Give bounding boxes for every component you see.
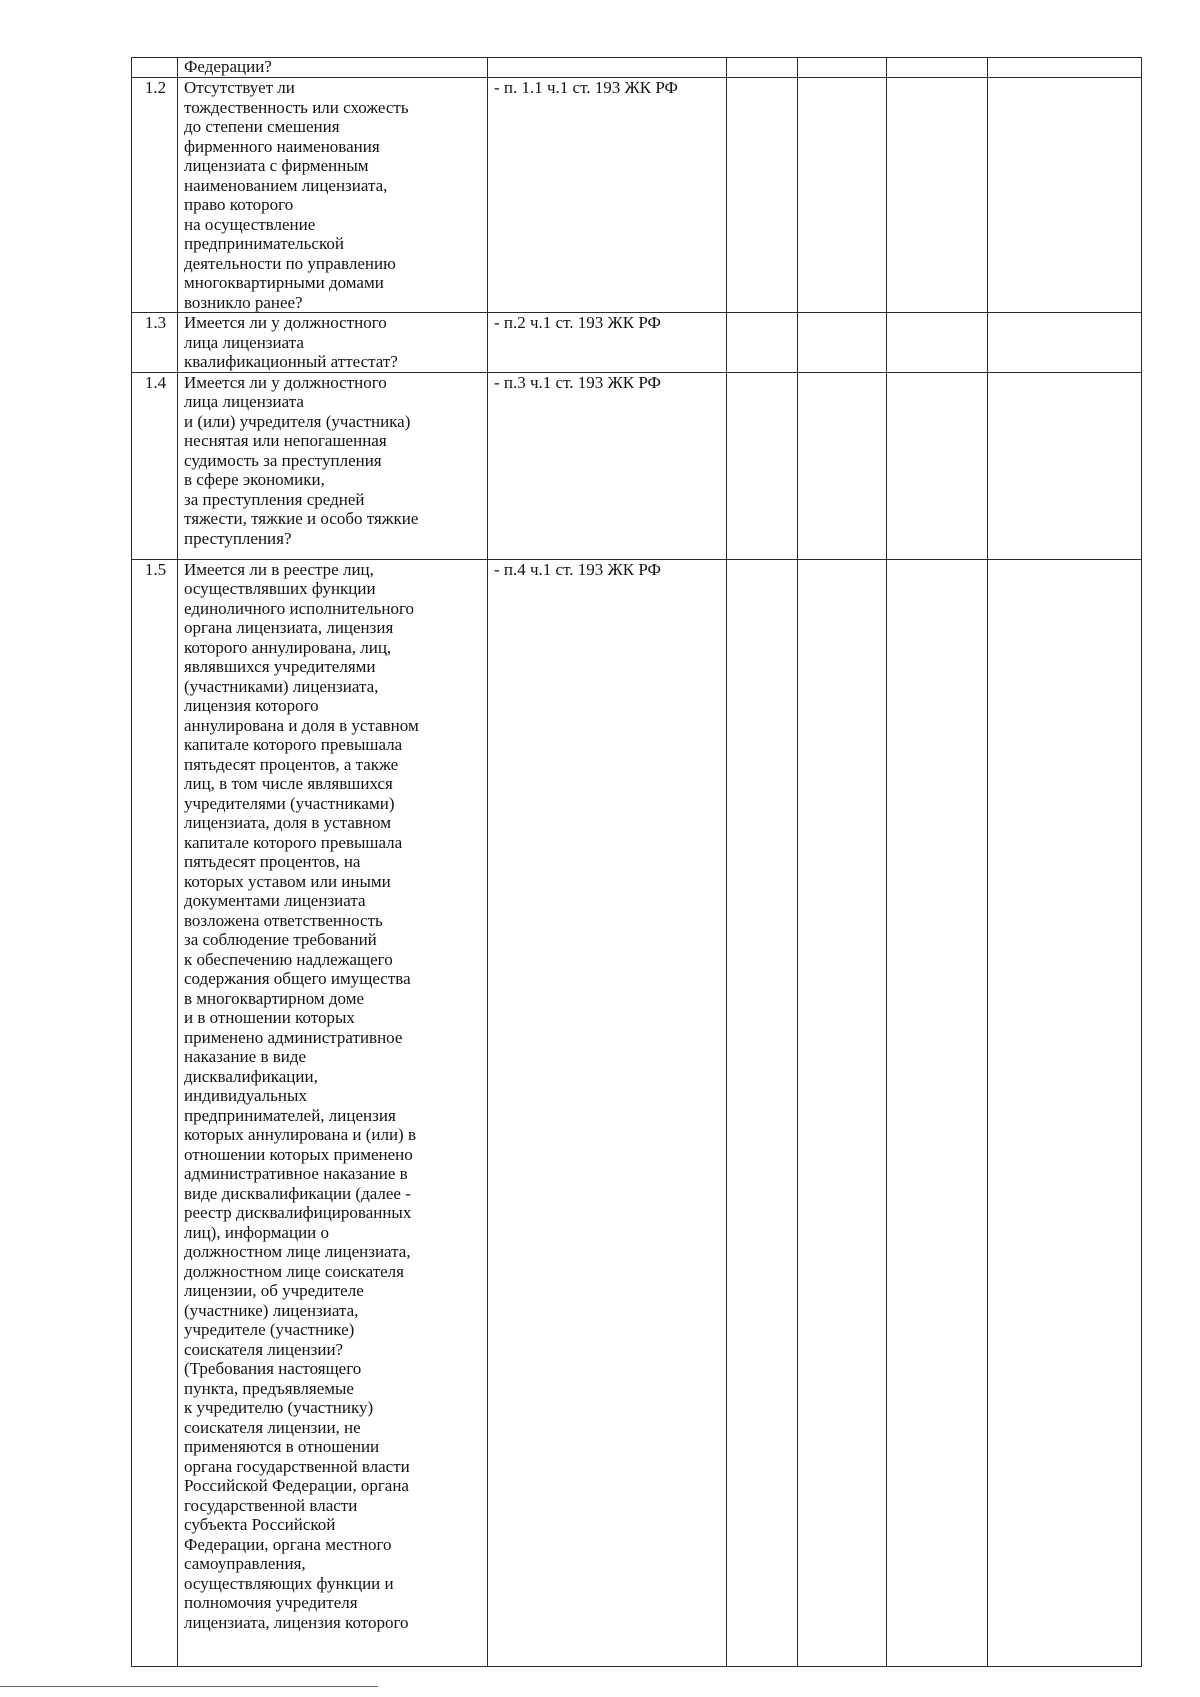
requirement-question: Имеется ли у должностного лица лицензиата и (или) учредителя (участника) неснятая или непогашенная судимость за преступления в сфере экономики, за преступления средней тяжести, тяжкие и особо тяжкие преступления? (178, 372, 488, 559)
answer-yes-cell (727, 313, 798, 373)
not-applicable-cell (887, 559, 988, 1666)
answer-yes-cell (727, 58, 798, 78)
row-number: 1.4 (132, 372, 178, 559)
row-number (132, 58, 178, 78)
checklist-table (131, 57, 1142, 1667)
not-applicable-cell (887, 58, 988, 78)
legal-reference (488, 58, 727, 78)
notes-cell (988, 78, 1142, 313)
notes-cell (988, 559, 1142, 1666)
legal-reference: - п. 1.1 ч.1 ст. 193 ЖК РФ (488, 78, 727, 313)
legal-reference: - п.3 ч.1 ст. 193 ЖК РФ (488, 372, 727, 559)
requirement-question: Имеется ли в реестре лиц, осуществлявших функции единоличного исполнительного органа лицензиата, лицензия которого аннулирована, лиц, являвшихся учредителями (участниками) лицензиата, лицензия которого аннулирована и доля в уставном капитале которого превышала пятьдесят процентов, а также лиц, в том числе являвшихся учредителями (участниками) лицензиата, доля в уставном капитале которого превышала пятьдесят процентов, на которых уставом или иными документами лицензиата возложена ответственность за соблюдение требований к обеспечению надлежащего содержания общего имущества в многоквартирном доме и в отношении которых применено административное наказание в виде дисквалификации, индивидуальных предпринимателей, лицензия которых аннулирована и (или) в отношении которых применено административное наказание в виде дисквалификации (далее - реестр дисквалифицированных лиц), информации о должностном лице лицензиата, должностном лице соискателя лицензии, об учредителе (участнике) лицензиата, учредителе (участнике) соискателя лицензии? (Требования настоящего пункта, предъявляемые к учредителю (участнику) соискателя лицензии, не применяются в отношении органа государственной власти Российской Федерации, органа государственной власти субъекта Российской Федерации, органа местного самоуправления, осуществляющих функции и полномочия учредителя лицензиата, лицензия которого (178, 559, 488, 1666)
row-number: 1.2 (132, 78, 178, 313)
requirement-question: Отсутствует ли тождественность или схожесть до степени смешения фирменного наименования лицензиата с фирменным наименованием лицензиата, право которого на осуществление предпринимательской деятельности по управлению многоквартирными домами возникло ранее? (178, 78, 488, 313)
legal-reference: - п.4 ч.1 ст. 193 ЖК РФ (488, 559, 727, 1666)
answer-no-cell (798, 313, 887, 373)
not-applicable-cell (887, 313, 988, 373)
notes-cell (988, 313, 1142, 373)
row-number: 1.5 (132, 559, 178, 1666)
answer-no-cell (798, 372, 887, 559)
answer-no-cell (798, 559, 887, 1666)
notes-cell (988, 58, 1142, 78)
answer-yes-cell (727, 559, 798, 1666)
notes-cell (988, 372, 1142, 559)
table-row (132, 58, 1142, 78)
not-applicable-cell (887, 372, 988, 559)
answer-no-cell (798, 58, 887, 78)
answer-yes-cell (727, 78, 798, 313)
answer-no-cell (798, 78, 887, 313)
table-row (132, 78, 1142, 313)
not-applicable-cell (887, 78, 988, 313)
answer-yes-cell (727, 372, 798, 559)
requirement-question: Имеется ли у должностного лица лицензиата квалификационный аттестат? (178, 313, 488, 373)
table-row (132, 313, 1142, 373)
legal-reference: - п.2 ч.1 ст. 193 ЖК РФ (488, 313, 727, 373)
table-row (132, 372, 1142, 559)
requirement-question: Федерации? (178, 58, 488, 78)
table-row (132, 559, 1142, 1666)
row-number: 1.3 (132, 313, 178, 373)
page-bottom-rule (0, 1686, 378, 1687)
